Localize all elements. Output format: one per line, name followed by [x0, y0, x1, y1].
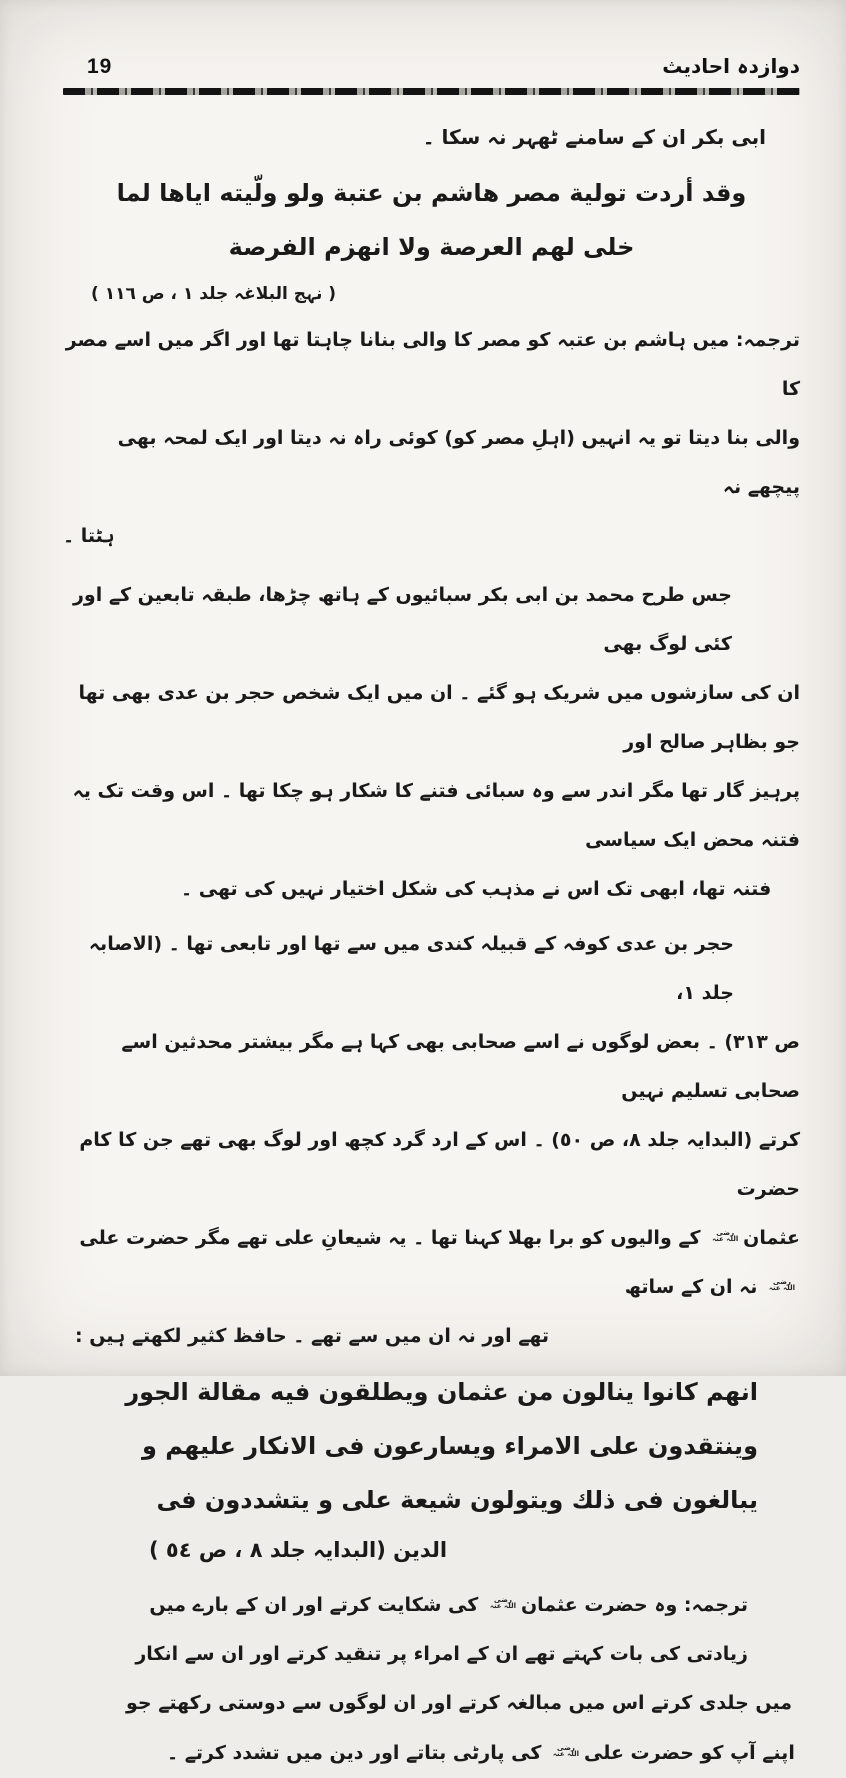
honorific-mark: رضی اللہ عنہ [768, 1278, 796, 1292]
intro-line: ابی بکر ان کے سامنے ٹھہر نہ سکا ۔ [422, 125, 766, 149]
translation-2 [63, 1581, 800, 1778]
translation2-line-1 [63, 1581, 800, 1630]
translation2-line-3: میں جلدی کرتے اس میں مبالغہ کرتے اور ان لوگوں سے دوستی رکھتے جو [126, 1692, 792, 1714]
quote1-citation: ( نہج البلاغہ جلد ١ ، ص ١١٦ ) [91, 284, 337, 304]
honorific-mark: رضی اللہ عنہ [489, 1596, 517, 1610]
para2-line-2: ان کی سازشوں میں شریک ہو گئے ۔ ان میں ایک شخص حجر بن عدی بھی تھا جو بظاہر صالح اور [78, 682, 800, 753]
translation2-line-4-text-a: اپنے آپ کو حضرت علی [583, 1742, 795, 1764]
quote1-line-1: وقد أردت تولية مصر هاشم بن عتبة ولو ولّيته اياها لما [116, 179, 747, 207]
para3-line-1: حجر بن عدی کوفہ کے قبیلہ کندی میں سے تھا اور تابعی تھا ۔ (الاصابہ جلد ١، [88, 933, 734, 1004]
para3-line-3: کرتے (البدایہ جلد ٨، ص ٥٠) ۔ اس کے ارد گرد کچھ اور لوگ بھی تھے جن کا کام حضرت [79, 1129, 800, 1200]
quote2-line-3: يبالغون فى ذلك ويتولون شيعة على و يتشددون فى [156, 1486, 758, 1514]
translation-1 [63, 316, 800, 561]
arabic-quote-1 [63, 166, 800, 314]
translation2-line-4-text-b: کی پارٹی بتاتے اور دین میں تشدد کرتے ۔ [167, 1742, 548, 1764]
quote2-line-1: انهم كانوا ينالون من عثمان ويطلقون فيه مقالة الجور [125, 1378, 758, 1406]
translation2-line-1-text-b: کی شکایت کرتے اور ان کے بارے میں [149, 1594, 485, 1616]
translation2-line-1-text-a: ترجمہ: وہ حضرت عثمان [520, 1594, 748, 1616]
translation2-line-2: زیادتی کی بات کہتے تھے ان کے امراء پر تنقید کرتے اور ان سے انکار [135, 1643, 748, 1665]
arabic-quote-2 [63, 1365, 800, 1573]
page-number: 19 [87, 55, 113, 78]
para3-line-2: ص ٣١٣) ۔ بعض لوگوں نے اسے صحابی بھی کہا ہے مگر بیشتر محدثین اسے صحابی تسلیم نہیں [121, 1031, 800, 1102]
translation2-line-4 [63, 1728, 800, 1778]
para2-line-4: فتنہ تھا، ابھی تک اس نے مذہب کی شکل اختیار نہیں کی تھی ۔ [181, 878, 772, 900]
para3-line-5: تھے اور نہ ان میں سے تھے ۔ حافظ کثیر لکھتے ہیں : [75, 1325, 550, 1347]
honorific-mark: رضی اللہ عنہ [712, 1229, 739, 1243]
paragraph-3 [63, 920, 800, 1361]
translation1-line-1: ترجمہ: میں ہاشم بن عتبہ کو مصر کا والی بنانا چاہتا تھا اور اگر میں اسے مصر کا [65, 329, 800, 400]
quote2-line-2: وينتقدون على الامراء ويسارعون فى الانكار عليهم و [142, 1432, 758, 1460]
header-divider [63, 88, 800, 95]
honorific-mark: رضی اللہ عنہ [552, 1744, 580, 1758]
para2-line-1: جس طرح محمد بن ابی بکر سبائیوں کے ہاتھ چڑھا، طبقہ تابعین کے اور کئی لوگ بھی [72, 584, 732, 655]
para3-line-4 [63, 1214, 800, 1312]
paragraph-2 [63, 571, 800, 914]
book-title: دوازدہ احادیث [662, 54, 800, 78]
page-header [63, 54, 800, 79]
translation1-line-2: والی بنا دیتا تو یہ انہیں (اہلِ مصر کو) کوئی راہ نہ دیتا اور ایک لمحہ بھی پیچھے نہ [117, 427, 800, 498]
quote2-citation-line: الدين (البدايہ جلد ٨ ، ص ٥٤ ) [149, 1538, 448, 1562]
para3-line-4-text-a: عثمان [743, 1227, 800, 1249]
para2-line-3: پرہیز گار تھا مگر اندر سے وہ سبائی فتنے کا شکار ہو چکا تھا ۔ اس وقت تک یہ فتنہ محض ایک سیاسی [72, 780, 800, 851]
translation1-line-3: ہٹتا ۔ [63, 525, 115, 547]
para3-line-4-text-c: نہ ان کے ساتھ [624, 1276, 764, 1298]
quote1-line-2: خلى لهم العرصة ولا انهزم الفرصة [228, 233, 635, 261]
para3-line-4-text-b: کے والیوں کو برا بھلا کہنا تھا ۔ یہ شیعانِ علی تھے مگر حضرت علی [79, 1227, 708, 1249]
